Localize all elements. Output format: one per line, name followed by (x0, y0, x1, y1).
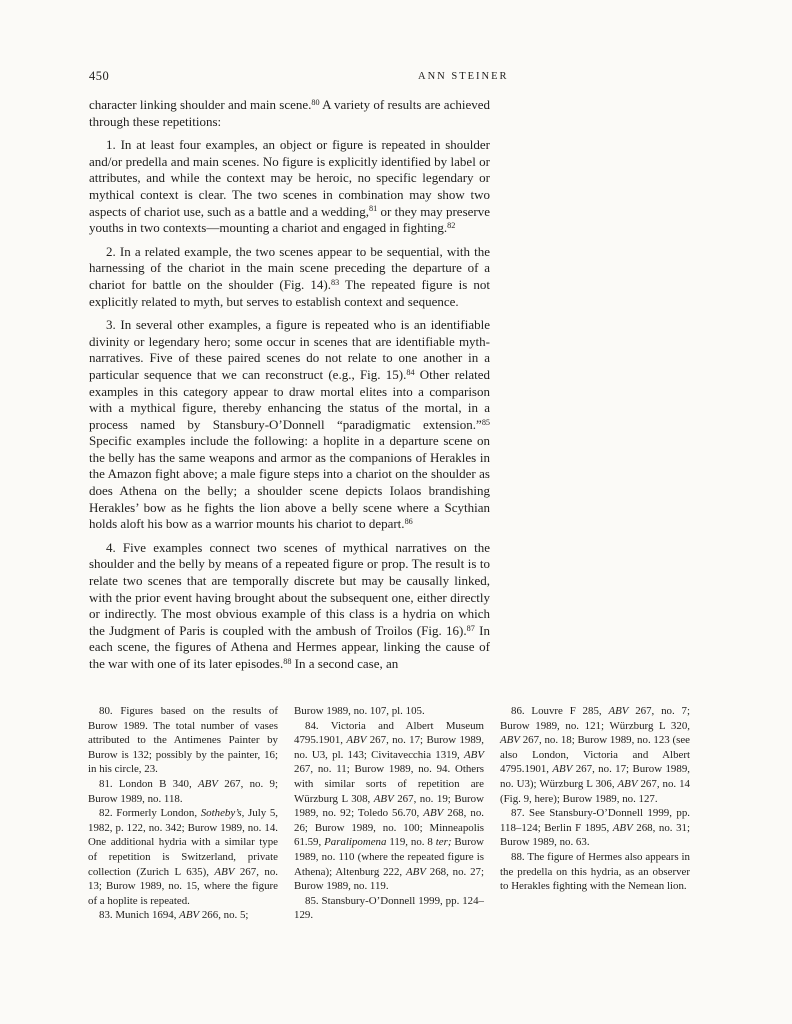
footnote (88, 908, 278, 923)
text-run: 267, no. 13; Burow 1989, no. 15, where the figure of a hoplite is repeated. (88, 865, 279, 907)
italic-text: ter; (435, 836, 452, 849)
footnote-ref: 86 (404, 517, 413, 527)
italic-text: ABV (617, 777, 638, 790)
body-paragraph (89, 137, 490, 237)
text-run: 3. In several other examples, a figure is repeated who is an identifiable divinity or legendary hero; some occur in scenes that are identifiable myth-narratives. Five of these paired scenes do not relate to one another in a particular sequence that we can reconstruct (e.g., Fig. 15). (89, 317, 490, 382)
page-number: 450 (89, 69, 110, 83)
running-header: ANN STEINER (418, 70, 509, 82)
text-run: 267, no. 18; Burow 1989, no. 123 (see also London, Victoria and Albert 4795.1901, (500, 734, 690, 776)
text-run: 81. London B 340, (99, 777, 198, 790)
footnote (294, 719, 484, 894)
footnote-ref: 83 (330, 277, 340, 287)
italic-text: ABV (214, 865, 235, 878)
text-run: 87. See Stansbury-O’Donnell 1999, pp. 118–124; Berlin F 1895, (500, 807, 690, 834)
text-run: 268, no. 31; Burow 1989, no. 63. (500, 821, 690, 849)
italic-text: ABV (179, 909, 200, 922)
text-run: 267, no. 7; Burow 1989, no. 121; Würzburg L 320, (500, 705, 690, 732)
text-run: 268, no. 27; Burow 1989, no. 119. (294, 865, 484, 893)
text-run: 85. Stansbury-O’Donnell 1999, pp. 124–129. (294, 894, 484, 922)
text-run: In a second case, an (291, 656, 399, 671)
text-run: 267, no. 14 (Fig. 9, here); Burow 1989, no. 127. (500, 777, 690, 805)
italic-text: ABV (346, 734, 367, 747)
text-run: Burow 1989, no. 110 (where the repeated figure is Athena); Altenburg 222, (294, 836, 485, 878)
text-run: A variety of results are achieved through these repetitions: (89, 97, 490, 129)
footnote (88, 806, 278, 908)
footnote (294, 894, 484, 923)
text-run: July 5, 1982, p. 122, no. 342; Burow 1989, no. 14. One additional hydria with a similar type of repetition is Switzerland, private collection (Zurich L 635), (88, 807, 278, 878)
footnote (88, 704, 278, 777)
footnote-column-2 (294, 704, 484, 923)
italic-text: ABV (612, 821, 633, 834)
footnote-ref: 84 (406, 367, 415, 377)
text-run: or they may preserve youths in two contexts—mounting a chariot and engaged in fighting. (89, 203, 490, 236)
text-run: Burow 1989, no. 107, pl. 105. (294, 705, 425, 717)
footnote (500, 704, 690, 806)
page-header (0, 69, 792, 87)
text-run: 86. Louvre F 285, (511, 705, 609, 717)
footnote (294, 704, 484, 719)
text-run: 267, no. 11; Burow 1989, no. 94. Others with similar sorts of repetition are Würzburg L 308, (294, 763, 484, 805)
text-run: 2. In a related example, the two scenes appear to be sequential, with the harnessing of the chariot in the main scene preceding the departure of a chariot for battle on the shoulder (Fig. 14). (89, 243, 490, 292)
italic-text: ABV (373, 792, 394, 805)
text-run: character linking shoulder and main scene. (89, 97, 312, 112)
italic-text: Paralipomena (324, 836, 387, 849)
footnote-ref: 82 (447, 220, 456, 230)
footnote (500, 806, 690, 850)
footnote-ref: 88 (283, 656, 292, 666)
text-run: The repeated figure is not explicitly related to myth, but serves to establish context and sequence. (89, 276, 490, 309)
italic-text: ABV (423, 807, 444, 820)
text-run: 267, no. 17; Burow 1989, no. U3); Würzburg L 306, (500, 763, 690, 790)
italic-text: ABV (464, 748, 484, 761)
body-paragraph (89, 244, 490, 310)
body-paragraphs (89, 97, 490, 673)
text-run: 80. Figures based on the results of Burow 1989. The total number of vases attributed to the Antimenes Painter by Burow is 132; possibly by the painter, 16; in his circle, 23. (88, 705, 278, 776)
body-paragraph (89, 317, 490, 533)
text-run: 84. Victoria and Albert Museum 4795.1901, (294, 719, 484, 747)
text-run: Other related examples in this category appear to draw mortal elites into a comparison with a mythical figure, thereby enhancing the status of the mortal, in a process named by Stansbury-O’Donnell “paradigmatic extension.” (89, 366, 490, 432)
italic-text: Sotheby’s, (200, 807, 245, 820)
italic-text: ABV (500, 734, 520, 747)
footnote-column-1 (88, 704, 278, 923)
text-run: 1. In at least four examples, an object or figure is repeated in shoulder and/or predella and main scenes. No figure is explicitly identified by label or attributes, and while the context may be heroic, no specific legendary or mythical context is clear. The two scenes in combination may show two aspects of chariot use, such as a battle and a wedding, (89, 137, 490, 219)
italic-text: ABV (552, 763, 573, 776)
italic-text: ABV (405, 865, 426, 878)
footnote-ref: 85 (481, 417, 490, 427)
footnote-ref: 80 (311, 97, 320, 107)
text-run: 268, no. 26; Burow 1989, no. 100; Minneapolis 61.59, (294, 807, 484, 849)
text-run: 266, no. 5; (199, 909, 249, 922)
text-run: 88. The figure of Hermes also appears in the predella on this hydria, as an observer to Herakles fighting with the Nemean lion. (500, 850, 690, 893)
text-run: In each scene, the figures of Athena and Hermes appear, linking the cause of the war with one of its later episodes. (89, 622, 490, 671)
text-run: 267, no. 19; Burow 1989, no. 92; Toledo 56.70, (294, 792, 484, 820)
footnote (88, 777, 278, 806)
body-paragraph (89, 540, 490, 673)
text-run: 267, no. 17; Burow 1989, no. U3, pl. 143; Civitavecchia 1319, (294, 734, 484, 761)
footnote (500, 850, 690, 894)
italic-text: ABV (198, 777, 218, 790)
footnote-ref: 81 (368, 204, 378, 214)
text-run: 119, no. 8 (386, 836, 436, 849)
text-run: 83. Munich 1694, (99, 909, 180, 922)
italic-text: ABV (608, 705, 629, 717)
text-run: 4. Five examples connect two scenes of mythical narratives on the shoulder and the belly by means of a repeated figure or prop. The result is to relate two scenes that are temporally discrete but may be causally linked, with the prior event having brought about the subsequent one, either directly or indirectly. The most obvious example of this class is a hydria on which the Judgment of Paris is coupled with the ambush of Troilos (Fig. 16). (89, 539, 490, 638)
body-paragraph (89, 97, 490, 130)
text-run: Specific examples include the following: a hoplite in a departure scene on the belly has the same weapons and armor as the companions of Herakles in the Amazon fight above; a male figure steps into a chariot on the shoulder as does Athena on the belly; a shoulder scene depicts Iolaos brandishing Herakles’ bow as he fights the lion above a belly scene where a Scythian holds aloft his bow as a warrior mounts his chariot to depart. (89, 433, 490, 532)
footnote-ref: 87 (466, 623, 475, 633)
footnotes-section (88, 704, 690, 923)
text-run: 267, no. 9; Burow 1989, no. 118. (88, 777, 278, 805)
footnote-column-3 (500, 704, 690, 923)
text-run: 82. Formerly London, (99, 807, 201, 820)
